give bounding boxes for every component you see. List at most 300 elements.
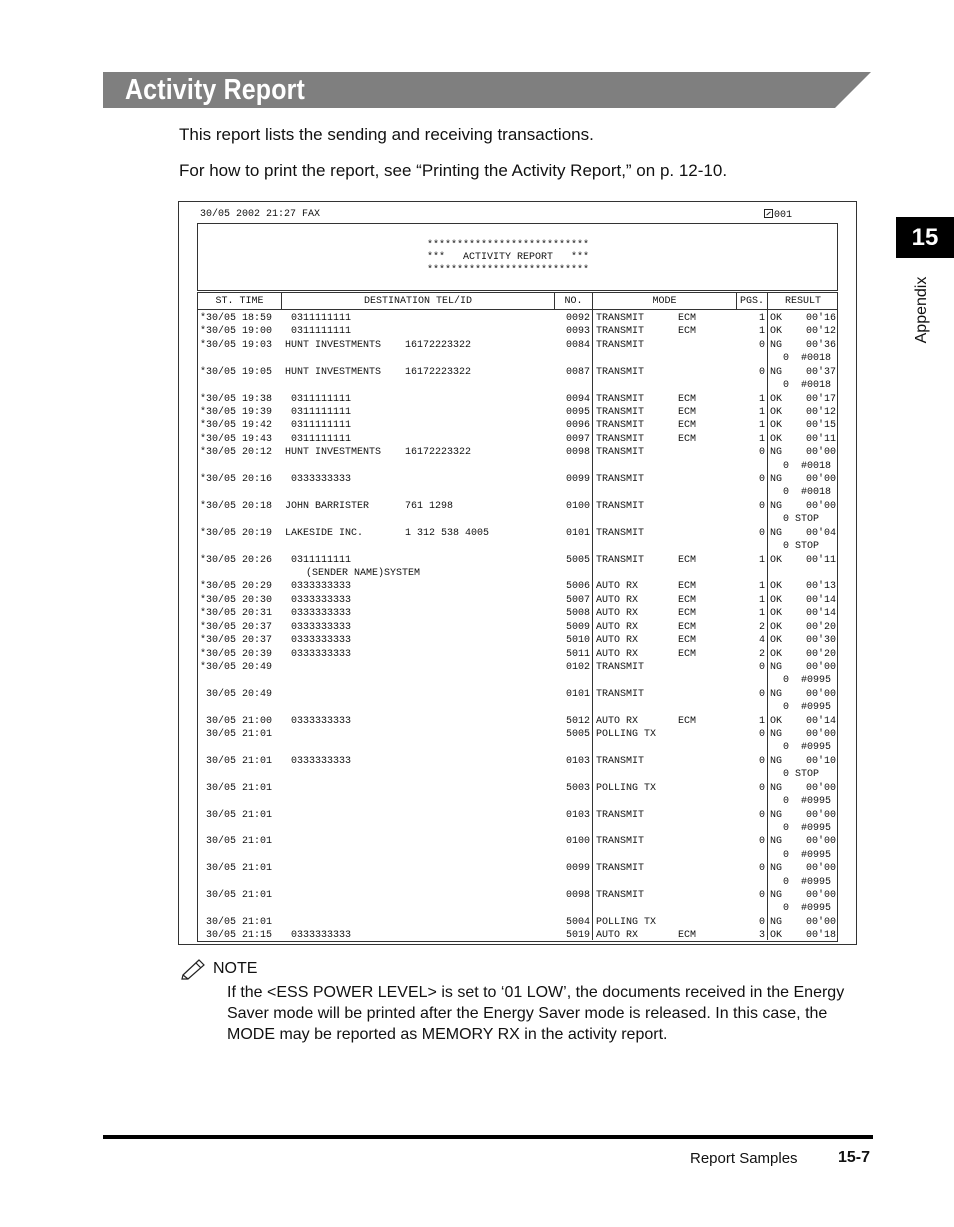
cell-mode: TRANSMIT (596, 661, 645, 673)
cell-dest: JOHN BARRISTER 761 1298 (285, 500, 454, 512)
column-header-number: NO. (564, 296, 583, 307)
cell-time: *30/05 18:59 (200, 313, 273, 324)
cell-dest: 0333333333 (285, 594, 352, 606)
table-row (198, 902, 837, 915)
table-row (198, 500, 837, 513)
table-row (198, 701, 837, 714)
cell-mode: TRANSMIT (596, 554, 645, 566)
cell-dur: 00'00 (805, 474, 836, 486)
cell-res: OK (770, 393, 783, 405)
cell-res: OK (770, 635, 783, 647)
cell-dur: 00'00 (805, 916, 836, 928)
cell-dur: 00'18 (805, 930, 836, 942)
cell-time: *30/05 19:43 (200, 433, 273, 445)
cell-no: 0096 (565, 420, 590, 432)
cell-ecm: ECM (678, 594, 697, 606)
cell-pgs: 1 (758, 420, 765, 432)
report-header-datetime: 30/05 2002 21:27 FAX (200, 209, 321, 220)
cell-mode: TRANSMIT (596, 393, 645, 405)
cell-mode: TRANSMIT (596, 339, 645, 351)
cell-dur: 00'30 (805, 635, 836, 647)
cell-res: NG (770, 863, 783, 875)
cell-dur: 00'00 (805, 863, 836, 875)
table-row (198, 325, 837, 338)
cell-res: NG (770, 527, 783, 539)
cell-no: 5005 (565, 729, 590, 741)
cell-dest: 0333333333 (285, 715, 352, 727)
note-pencil-icon (180, 958, 206, 980)
cell-mode: TRANSMIT (596, 326, 645, 338)
cell-no: 5019 (565, 930, 590, 942)
cell-time: 30/05 21:01 (200, 755, 273, 767)
cell-no: 0103 (565, 809, 590, 821)
cell-mode: TRANSMIT (596, 366, 645, 378)
cell-dest: 0333333333 (285, 474, 352, 486)
cell-ecm: ECM (678, 635, 697, 647)
cell-mode: TRANSMIT (596, 863, 645, 875)
table-row (198, 741, 837, 754)
cell-pgs: 1 (758, 608, 765, 620)
cell-pgs: 2 (758, 621, 765, 633)
cell-ecm: ECM (678, 406, 697, 418)
note-label: NOTE (213, 960, 258, 977)
result-detail: 0 #0995 (783, 876, 832, 888)
cell-no: 0087 (565, 366, 590, 378)
cell-mode: AUTO RX (596, 648, 639, 660)
cell-ecm: ECM (678, 648, 697, 660)
cell-mode: AUTO RX (596, 594, 639, 606)
cell-dest: 0311111111 (285, 433, 352, 445)
cell-res: NG (770, 688, 783, 700)
cell-time: *30/05 20:29 (200, 581, 273, 593)
report-title: *** ACTIVITY REPORT *** (427, 252, 590, 263)
cell-dest: 0333333333 (285, 621, 352, 633)
table-row (198, 540, 837, 553)
table-row (198, 621, 837, 634)
cell-dur: 00'15 (805, 420, 836, 432)
cell-dur: 00'20 (805, 648, 836, 660)
cell-time: *30/05 19:42 (200, 420, 273, 432)
cell-mode: TRANSMIT (596, 755, 645, 767)
table-row (198, 554, 837, 567)
table-row (198, 688, 837, 701)
cell-dur: 00'14 (805, 608, 836, 620)
table-row (198, 782, 837, 795)
table-row (198, 419, 837, 432)
cell-res: OK (770, 406, 783, 418)
cell-dest: 0333333333 (285, 635, 352, 647)
cell-mode: AUTO RX (596, 930, 639, 942)
cell-res: OK (770, 621, 783, 633)
cell-pgs: 0 (758, 688, 765, 700)
cell-time: 30/05 21:01 (200, 890, 273, 902)
cell-pgs: 1 (758, 406, 765, 418)
table-row (198, 339, 837, 352)
table-row (198, 876, 837, 889)
cell-pgs: 1 (758, 326, 765, 338)
table-row (198, 728, 837, 741)
cell-pgs: 1 (758, 594, 765, 606)
cell-mode: TRANSMIT (596, 688, 645, 700)
table-row (198, 352, 837, 365)
footer-section-name: Report Samples (690, 1150, 798, 1167)
cell-dur: 00'00 (805, 890, 836, 902)
cell-time: *30/05 20:16 (200, 474, 273, 486)
cell-mode: AUTO RX (596, 715, 639, 727)
result-detail: 0 #0995 (783, 675, 832, 687)
cell-dest: LAKESIDE INC. 1 312 538 4005 (285, 527, 490, 539)
table-row (198, 433, 837, 446)
chapter-number-tab: 15 (896, 217, 954, 258)
table-row (198, 580, 837, 593)
cell-mode: POLLING TX (596, 782, 657, 794)
result-detail: 0 #0995 (783, 822, 832, 834)
cell-pgs: 0 (758, 447, 765, 459)
column-header-destination: DESTINATION TEL/ID (363, 296, 473, 307)
cell-time: 30/05 21:01 (200, 863, 273, 875)
cell-res: OK (770, 554, 783, 566)
cell-mode: TRANSMIT (596, 420, 645, 432)
section-title: Activity Report (125, 74, 305, 106)
cell-time: *30/05 20:37 (200, 621, 273, 633)
note-body: If the <ESS POWER LEVEL> is set to ‘01 LOW’, the documents received in the Energy Saver mode will be printed after the Energy Saver mode is released. In this case, the MODE may be reported as MEMORY RX in the activity report. (227, 984, 845, 1043)
table-row (198, 312, 837, 325)
cell-time: 30/05 21:01 (200, 809, 273, 821)
cell-res: NG (770, 729, 783, 741)
cell-dur: 00'11 (805, 433, 836, 445)
cell-res: NG (770, 447, 783, 459)
cell-no: 5005 (565, 554, 590, 566)
cell-dest: 0311111111 (285, 393, 352, 405)
cell-no: 0102 (565, 661, 590, 673)
cell-res: NG (770, 890, 783, 902)
cell-time: *30/05 20:12 (200, 447, 273, 459)
cell-time: 30/05 21:15 (200, 930, 273, 942)
result-detail: 0 #0018 (783, 487, 832, 499)
result-detail: 0 STOP (783, 514, 820, 526)
cell-dest: HUNT INVESTMENTS 16172223322 (285, 366, 472, 378)
cell-dur: 00'36 (805, 339, 836, 351)
cell-dest: 0333333333 (285, 930, 352, 942)
cell-ecm: ECM (678, 930, 697, 942)
cell-dur: 00'00 (805, 661, 836, 673)
cell-no: 0100 (565, 500, 590, 512)
cell-dur: 00'16 (805, 313, 836, 324)
cell-pgs: 2 (758, 648, 765, 660)
table-row (198, 916, 837, 929)
cell-no: 0100 (565, 836, 590, 848)
table-row (198, 446, 837, 459)
result-detail: 0 #0995 (783, 796, 832, 808)
table-row (198, 527, 837, 540)
cell-res: NG (770, 500, 783, 512)
report-table-header (198, 292, 837, 310)
cell-no: 0101 (565, 688, 590, 700)
cell-no: 0094 (565, 393, 590, 405)
cell-res: NG (770, 916, 783, 928)
report-page-number: 001 (774, 210, 793, 221)
cell-res: OK (770, 648, 783, 660)
cell-time: *30/05 20:26 (200, 554, 273, 566)
cell-pgs: 1 (758, 433, 765, 445)
activity-report-sample (178, 201, 857, 945)
cell-res: NG (770, 339, 783, 351)
report-title-box (197, 223, 838, 291)
cell-dur: 00'37 (805, 366, 836, 378)
table-row (198, 648, 837, 661)
cell-dest: 0311111111 (285, 313, 352, 324)
cell-mode: TRANSMIT (596, 447, 645, 459)
result-detail: 0 STOP (783, 769, 820, 781)
cell-ecm: ECM (678, 313, 697, 324)
cell-time: *30/05 20:30 (200, 594, 273, 606)
cell-res: NG (770, 366, 783, 378)
cell-time: 30/05 21:01 (200, 782, 273, 794)
cell-mode: TRANSMIT (596, 500, 645, 512)
cell-dest: 0333333333 (285, 608, 352, 620)
cell-time: *30/05 20:31 (200, 608, 273, 620)
table-row (198, 366, 837, 379)
cell-mode: TRANSMIT (596, 836, 645, 848)
result-detail: 0 #0018 (783, 460, 832, 472)
result-detail: 0 STOP (783, 541, 820, 553)
cell-dest: 0311111111 (285, 406, 352, 418)
cell-no: 5008 (565, 608, 590, 620)
cell-time: 30/05 21:01 (200, 916, 273, 928)
table-row (198, 393, 837, 406)
intro-line-1: This report lists the sending and receiving transactions. (179, 125, 594, 144)
result-detail: 0 #0018 (783, 353, 832, 365)
cell-time: *30/05 20:18 (200, 500, 273, 512)
column-header-time: ST. TIME (215, 296, 264, 307)
cell-mode: TRANSMIT (596, 474, 645, 486)
cell-mode: AUTO RX (596, 581, 639, 593)
table-row (198, 567, 837, 580)
cell-pgs: 0 (758, 916, 765, 928)
table-row (198, 594, 837, 607)
cell-res: OK (770, 433, 783, 445)
cell-no: 5012 (565, 715, 590, 727)
table-row (198, 889, 837, 902)
cell-mode: TRANSMIT (596, 406, 645, 418)
cell-dest: 0311111111 (285, 554, 352, 566)
table-row (198, 486, 837, 499)
cell-res: OK (770, 313, 783, 324)
cell-time: *30/05 20:39 (200, 648, 273, 660)
cell-pgs: 0 (758, 755, 765, 767)
cell-mode: TRANSMIT (596, 433, 645, 445)
cell-dur: 00'10 (805, 755, 836, 767)
cell-no: 0099 (565, 863, 590, 875)
cell-dur: 00'14 (805, 594, 836, 606)
cell-pgs: 4 (758, 635, 765, 647)
cell-ecm: ECM (678, 608, 697, 620)
cell-dur: 00'00 (805, 809, 836, 821)
table-row (198, 929, 837, 942)
cell-ecm: ECM (678, 393, 697, 405)
cell-no: 0098 (565, 447, 590, 459)
cell-res: OK (770, 594, 783, 606)
cell-no: 5010 (565, 635, 590, 647)
cell-mode: TRANSMIT (596, 527, 645, 539)
report-header-page (764, 209, 792, 221)
cell-res: NG (770, 836, 783, 848)
cell-res: NG (770, 782, 783, 794)
table-row (198, 715, 837, 728)
cell-pgs: 0 (758, 661, 765, 673)
table-row (198, 809, 837, 822)
cell-pgs: 0 (758, 890, 765, 902)
cell-pgs: 0 (758, 500, 765, 512)
table-row (198, 513, 837, 526)
cell-dest: 0311111111 (285, 420, 352, 432)
cell-no: 0098 (565, 890, 590, 902)
cell-no: 0092 (565, 313, 590, 324)
cell-ecm: ECM (678, 621, 697, 633)
cell-pgs: 0 (758, 782, 765, 794)
table-row (198, 661, 837, 674)
destination-detail: (SENDER NAME)SYSTEM (306, 567, 421, 579)
cell-pgs: 1 (758, 313, 765, 324)
table-row (198, 406, 837, 419)
result-detail: 0 #0995 (783, 742, 832, 754)
cell-no: 5007 (565, 594, 590, 606)
table-row (198, 674, 837, 687)
table-row (198, 755, 837, 768)
table-row (198, 768, 837, 781)
cell-dur: 00'00 (805, 500, 836, 512)
column-header-result: RESULT (784, 296, 821, 307)
table-row (198, 460, 837, 473)
cell-no: 0093 (565, 326, 590, 338)
cell-mode: POLLING TX (596, 916, 657, 928)
cell-no: 5011 (565, 648, 590, 660)
cell-dest: 0311111111 (285, 326, 352, 338)
cell-dur: 00'12 (805, 406, 836, 418)
table-row (198, 379, 837, 392)
intro-line-2: For how to print the report, see “Printing the Activity Report,” on p. 12-10. (179, 161, 728, 180)
cell-no: 5006 (565, 581, 590, 593)
report-title-stars-top: *************************** (427, 240, 590, 251)
cell-dur: 00'13 (805, 581, 836, 593)
cell-pgs: 1 (758, 581, 765, 593)
result-detail: 0 #0018 (783, 380, 832, 392)
cell-dur: 00'14 (805, 715, 836, 727)
cell-dur: 00'00 (805, 688, 836, 700)
cell-dest: 0333333333 (285, 648, 352, 660)
cell-ecm: ECM (678, 715, 697, 727)
cell-dur: 00'00 (805, 447, 836, 459)
cell-time: *30/05 19:38 (200, 393, 273, 405)
cell-res: NG (770, 661, 783, 673)
cell-mode: TRANSMIT (596, 809, 645, 821)
report-table (197, 292, 838, 942)
cell-no: 5003 (565, 782, 590, 794)
cell-mode: TRANSMIT (596, 890, 645, 902)
cell-no: 0103 (565, 755, 590, 767)
cell-time: *30/05 19:05 (200, 366, 273, 378)
cell-pgs: 0 (758, 366, 765, 378)
cell-pgs: 0 (758, 863, 765, 875)
footer-rule (103, 1135, 873, 1139)
cell-time: *30/05 20:37 (200, 635, 273, 647)
cell-time: 30/05 21:01 (200, 729, 273, 741)
table-row (198, 822, 837, 835)
cell-res: OK (770, 420, 783, 432)
cell-dur: 00'11 (805, 554, 836, 566)
cell-no: 0099 (565, 474, 590, 486)
table-row (198, 849, 837, 862)
cell-time: 30/05 20:49 (200, 688, 273, 700)
cell-mode: POLLING TX (596, 729, 657, 741)
cell-pgs: 1 (758, 554, 765, 566)
cell-pgs: 0 (758, 339, 765, 351)
cell-ecm: ECM (678, 420, 697, 432)
cell-res: OK (770, 326, 783, 338)
cell-dur: 00'12 (805, 326, 836, 338)
cell-no: 0097 (565, 433, 590, 445)
cell-res: OK (770, 581, 783, 593)
cell-res: NG (770, 809, 783, 821)
cell-dest: 0333333333 (285, 755, 352, 767)
cell-time: 30/05 21:00 (200, 715, 273, 727)
cell-no: 0101 (565, 527, 590, 539)
cell-dur: 00'17 (805, 393, 836, 405)
cell-no: 5009 (565, 621, 590, 633)
cell-dur: 00'20 (805, 621, 836, 633)
chapter-label: Appendix (913, 276, 930, 344)
cell-ecm: ECM (678, 326, 697, 338)
cell-dur: 00'00 (805, 782, 836, 794)
cell-time: 30/05 21:01 (200, 836, 273, 848)
cell-dur: 00'04 (805, 527, 836, 539)
table-row (198, 607, 837, 620)
table-row (198, 473, 837, 486)
cell-mode: AUTO RX (596, 635, 639, 647)
cell-res: NG (770, 474, 783, 486)
column-header-mode: MODE (652, 296, 677, 307)
cell-time: *30/05 19:00 (200, 326, 273, 338)
cell-res: NG (770, 755, 783, 767)
cell-pgs: 3 (758, 930, 765, 942)
cell-ecm: ECM (678, 433, 697, 445)
result-detail: 0 #0995 (783, 702, 832, 714)
table-row (198, 862, 837, 875)
cell-mode: TRANSMIT (596, 313, 645, 324)
cell-pgs: 0 (758, 729, 765, 741)
cell-res: OK (770, 715, 783, 727)
cell-pgs: 1 (758, 393, 765, 405)
cell-time: *30/05 20:19 (200, 527, 273, 539)
cell-pgs: 0 (758, 809, 765, 821)
cell-time: *30/05 20:49 (200, 661, 273, 673)
cell-pgs: 0 (758, 527, 765, 539)
table-row (198, 634, 837, 647)
cell-dest: HUNT INVESTMENTS 16172223322 (285, 447, 472, 459)
cell-ecm: ECM (678, 554, 697, 566)
footer-page-number: 15-7 (838, 1149, 871, 1166)
cell-time: *30/05 19:03 (200, 339, 273, 351)
cell-dest: 0333333333 (285, 581, 352, 593)
cell-res: OK (770, 930, 783, 942)
report-page-icon (764, 209, 773, 218)
report-title-stars-bottom: *************************** (427, 265, 590, 276)
cell-no: 5004 (565, 916, 590, 928)
cell-no: 0095 (565, 406, 590, 418)
result-detail: 0 #0995 (783, 849, 832, 861)
cell-pgs: 0 (758, 474, 765, 486)
cell-dur: 00'00 (805, 836, 836, 848)
